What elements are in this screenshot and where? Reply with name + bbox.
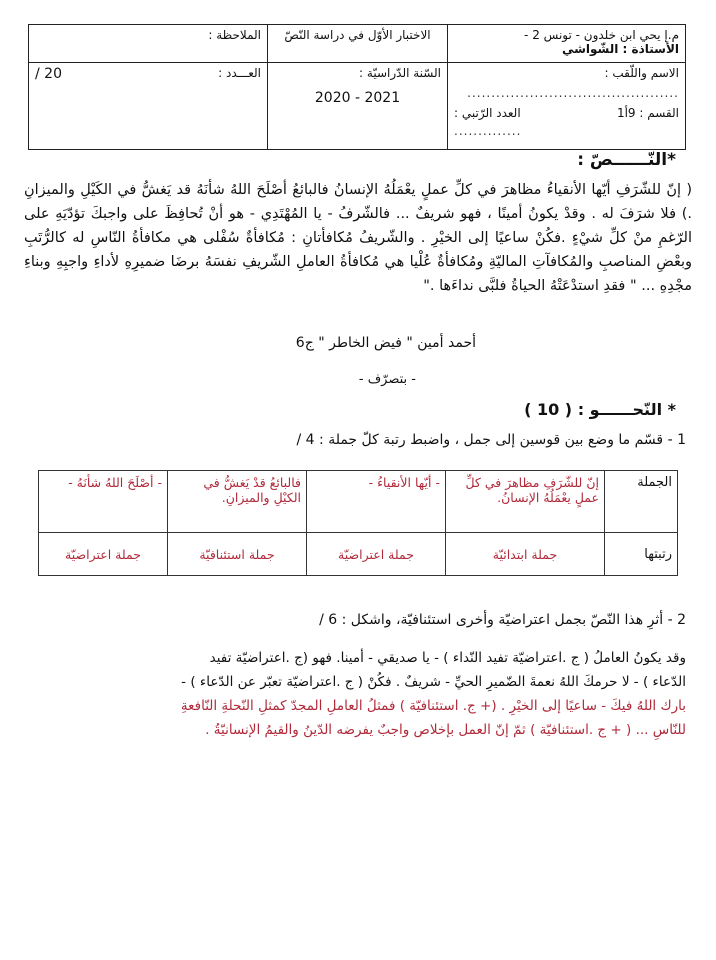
year-label: السّنة الدّراسيّة : xyxy=(359,66,441,80)
header-student-cell xyxy=(447,63,685,149)
table-cell-sentence: فالبائعُ قدْ يَغشُّ في الكيْلِ والميزانِ. xyxy=(168,471,307,533)
header-grade-cell xyxy=(29,63,267,149)
answer-block xyxy=(26,646,686,742)
header-remark-cell xyxy=(29,25,267,63)
table-cell-sentence: - أصْلَحَ اللهُ شأنَهُ - xyxy=(39,471,168,533)
answer-line: بارك اللهُ فيكَ - ساعيًا إلى الخيْرِ . (+ ج. استئنافيّة ) فمثلُ العاملِ المجدّ كمثلِ النّحلةِ النّافعةِ xyxy=(180,698,686,714)
name-field[interactable]: ............................................ xyxy=(467,86,679,100)
teacher-name: الأستاذة : الشّواشي xyxy=(561,42,679,56)
header-table xyxy=(28,24,686,150)
test-title: الاختبار الأوّل في دراسة النّصّ xyxy=(284,28,431,42)
passage-text: ( إنّ للشّرَفِ أيّها الأنقياءُ مظاهرَ في كلِّ عملٍ يعْمَلُهُ الإنسانُ فالبائعُ أصْلَحَ اللهُ شأنَهُ قد يَغشُّ في الكَيْلِ والميزانِ .) فلا شرَفَ له . وقدْ يكونُ أمينًا ، فهو شريفٌ ... فالشّرفُ - يا المُهْتَدِي - هو أنْ تُحافِظَ على واجبكَ تؤدّيَهِ على الرّغمِ منْ كلِّ شيْءٍ .فكُنْ ساعيًا إلى الخيْرِ . والشّريفُ مُكافأتانِ : مُكافأةٌ سُفْلى هي مكافأةُ النّاسِ له كالرُّتَبِ وبعْضِ المناصبِ والمُكافآتِ الماليّةِ ومُكافأةٌ عُلْيا هي مُكافأةُ العاملِ الشّريفِ نفسَهُ برضَا ضميرِهِ لأداءِ واجبِهِ وبناءِ مجْدِهِ ... " فقدِ استدْعَتْهُ الحياةُ فلبَّى نداءَها ." xyxy=(24,182,692,294)
table-cell-rank: جملة استئنافيّة xyxy=(168,533,307,576)
rank-header: رتبتها xyxy=(605,533,678,576)
school-name: م.إ يحي ابن خلدون - تونس 2 - xyxy=(524,28,679,42)
sentence-header: الجملة xyxy=(605,471,678,533)
answer-line: للنّاسِ ... ( + ج .استئنافيّة ) ثمّ إنّ العمل بإخلاص واجبٌ يفرضه الدّينُ والقيمُ الإنسانيّةُ . xyxy=(205,722,686,738)
passage-source: أحمد أمين " فيض الخاطر " ج6 xyxy=(295,335,476,351)
answer-line: وقد يكونُ العاملُ ( ج .اعتراضيّة تفيد النّداء ) - يا صديقي - أمينا. فهو (ج .اعتراضيّة تفيد xyxy=(209,650,686,666)
rank-field[interactable]: .............. xyxy=(454,124,522,138)
header-school-cell xyxy=(447,25,685,63)
header-year-cell xyxy=(267,63,447,149)
remark-label: الملاحظة : xyxy=(208,28,261,42)
adapted-note: - بتصرّف - xyxy=(358,372,416,387)
year-value: 2021 - 2020 xyxy=(314,90,401,106)
name-label: الاسم واللّقب : xyxy=(604,66,679,80)
rank-label: العدد الرّتبي : xyxy=(454,106,521,120)
sentences-row xyxy=(39,471,678,533)
answer-line: الدّعاء ) - لا حرمكَ اللهُ نعمةَ الضّميرِ الحيِّ - شريفٌ . فكُنْ ( ج .اعتراضيّة تعبّر عن الدّعاء ) - xyxy=(181,674,686,690)
table-cell-rank: جملة اعتراضيّة xyxy=(307,533,446,576)
table-cell-rank: جملة اعتراضيّة xyxy=(39,533,168,576)
class-label: القسم : 9أ1 xyxy=(616,106,679,120)
question-2: 2 - أثرِ هذا النّصّ بجمل اعتراضيّة وأخرى استئنافيّة، واشكل : 6 / xyxy=(319,612,686,628)
text-section-title: *النّــــــصّ : xyxy=(577,150,676,170)
question-1: 1 - قسّم ما وضع بين قوسين إلى جمل ، واضبط رتبة كلّ جملة : 4 / xyxy=(296,432,686,448)
table-cell-sentence: - أيّها الأنقياءُ - xyxy=(307,471,446,533)
sentence-rank-table xyxy=(38,470,678,576)
grade-value: 20 / xyxy=(35,66,62,82)
table-cell-rank: جملة ابتدائيّة xyxy=(446,533,605,576)
table-cell-sentence: إنّ للشّرَفِ مظاهرَ في كلِّ عملٍ يعْمَلُهُ الإنسانُ. xyxy=(446,471,605,533)
grade-label: العـــدد : xyxy=(218,66,261,80)
header-test-cell xyxy=(267,25,447,63)
grammar-section-title: * النّحــــــو : ( 10 ) xyxy=(524,400,676,419)
ranks-row xyxy=(39,533,678,576)
